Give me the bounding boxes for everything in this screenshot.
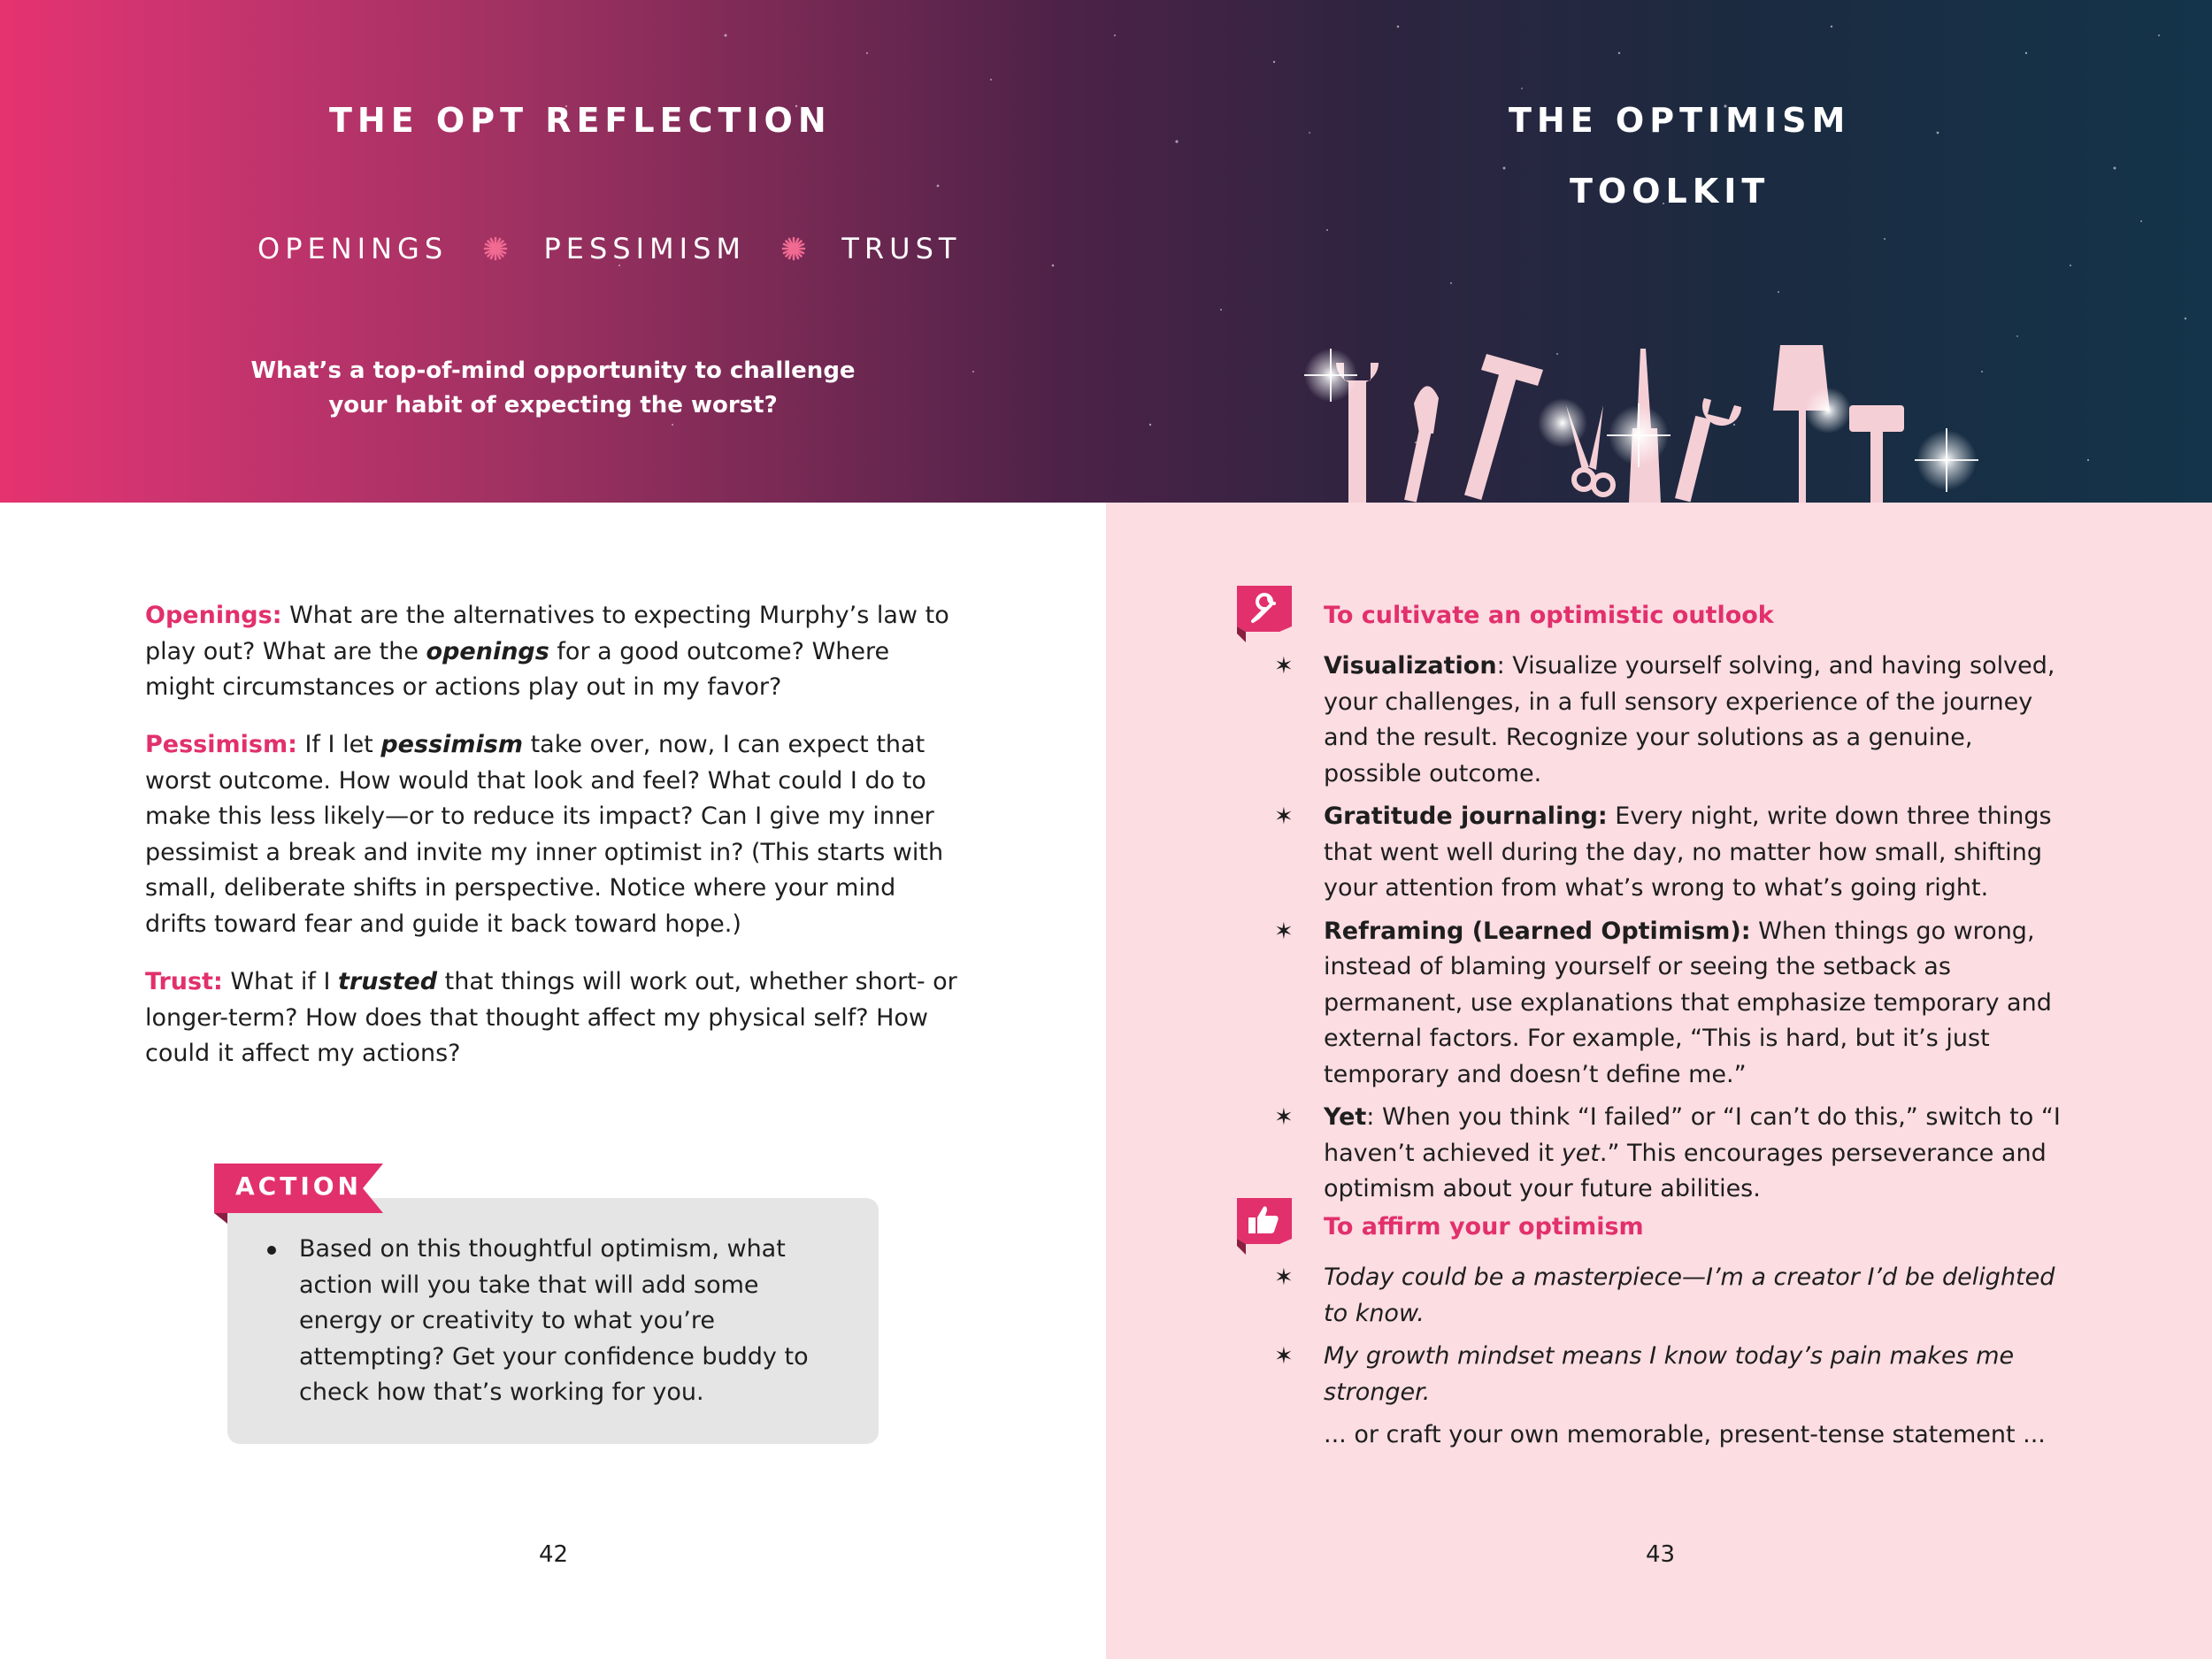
- star-bullet-icon: ✶: [1274, 1343, 1294, 1370]
- item-text: : Visualize yourself solving, and having solved, your challenges, in a full sensory experience of the journey and the result. Recognize your solutions as a genuine, possible outcome.: [1324, 652, 2055, 787]
- cultivate-list: [1274, 649, 2070, 1215]
- subtitle-openings: OPENINGS: [257, 232, 449, 265]
- openings-paragraph: [145, 598, 959, 706]
- cultivate-item-gratitude: [1274, 799, 2070, 907]
- tools-silhouette-icon: [1274, 319, 2000, 503]
- openings-emphasis: openings: [426, 637, 549, 665]
- header-band: [0, 0, 2212, 503]
- question-line-2: your habit of expecting the worst?: [328, 392, 778, 419]
- right-header-title-line1: THE OPTIMISM: [1509, 101, 1851, 140]
- item-term: Yet: [1324, 1103, 1367, 1131]
- pessimism-term: Pessimism:: [145, 731, 297, 758]
- item-text: Every night, write down three things that went well during the day, no matter how small, shifting your attention from what’s wrong to what’s going right.: [1324, 803, 2052, 902]
- action-label: ACTION: [235, 1171, 362, 1201]
- cultivate-item-reframing: [1274, 914, 2070, 1094]
- item-term: Visualization: [1324, 652, 1497, 680]
- thumbs-up-badge-icon: [1237, 1198, 1292, 1255]
- action-item: Based on this thoughtful optimism, what action will you take that will add some energy or creativity to what you’re attempting? Get your confidence buddy to check how that’s working for you.: [264, 1232, 848, 1411]
- pessimism-text-b: take over, now, I can expect that worst outcome. How would that look and feel? What could I do to make this less likely—or to reduce its impact? Can I give my inner pessimist a break and invite my inner optimist in? (This starts with small, deliberate shifts in perspective. Notice where your mind drifts toward fear and guide it back toward hope.): [145, 731, 944, 938]
- section-cultivate-title: To cultivate an optimistic outlook: [1324, 602, 1774, 629]
- action-list: [264, 1232, 848, 1411]
- opt-subtitle: [257, 230, 961, 265]
- item-text: When things go wrong, instead of blaming yourself or seeing the setback as permanent, use explanations that emphasize temporary and external factors. For example, “This is hard, but it’s just temporary and doesn’t define me.”: [1324, 917, 2052, 1088]
- subtitle-trust: TRUST: [841, 232, 962, 265]
- trust-term: Trust:: [145, 968, 223, 995]
- subtitle-pessimism: PESSIMISM: [543, 232, 747, 265]
- page-number-left: 42: [539, 1541, 569, 1568]
- star-bullet-icon: ✶: [1274, 1104, 1294, 1131]
- affirm-closing: [1274, 1417, 2070, 1454]
- star-bullet-icon: ✶: [1274, 803, 1294, 830]
- pessimism-text-a: If I let: [296, 731, 381, 758]
- trust-text-b: that things will work out, whether short- or longer-term? How does that thought affect my physical self? How could it affect my actions?: [145, 968, 957, 1067]
- cultivate-item-visualization: [1274, 649, 2070, 792]
- action-tab-fold: [214, 1213, 227, 1224]
- left-header-title: THE OPT REFLECTION: [329, 101, 832, 140]
- trust-emphasis: trusted: [338, 968, 438, 995]
- item-term: Reframing (Learned Optimism):: [1324, 917, 1751, 945]
- item-text: : When you think “I failed” or “I can’t do this,” switch to “I haven’t achieved it: [1324, 1103, 2061, 1167]
- section-affirm-title: To affirm your optimism: [1324, 1213, 1644, 1240]
- star-bullet-icon: ✶: [1274, 918, 1294, 945]
- right-header-title-line2: TOOLKIT: [1570, 172, 1770, 211]
- page-number-right: 43: [1646, 1541, 1676, 1568]
- cultivate-item-yet: [1274, 1100, 2070, 1208]
- affirm-list: [1274, 1260, 2070, 1461]
- question-line-1: What’s a top-of-mind opportunity to challenge: [250, 357, 856, 384]
- trust-text-a: What if I: [222, 968, 339, 995]
- affirm-item: [1274, 1339, 2070, 1410]
- burst-separator-icon: [781, 236, 806, 261]
- openings-text-b: for a good outcome? Where might circumstances or actions play out in my favor?: [145, 637, 890, 701]
- reflection-question: [221, 354, 885, 423]
- wrench-badge-icon: [1237, 586, 1292, 642]
- item-emphasis: yet: [1561, 1139, 1600, 1167]
- trust-paragraph: [145, 964, 959, 1072]
- item-term: Gratitude journaling:: [1324, 803, 1608, 830]
- affirm-text: Today could be a masterpiece—I’m a creator I’d be delighted to know.: [1324, 1263, 2055, 1327]
- openings-text-a: What are the alternatives to expecting Murphy’s law to play out? What are the: [145, 602, 949, 665]
- affirm-text: My growth mindset means I know today’s pain makes me stronger.: [1324, 1342, 2015, 1406]
- pessimism-paragraph: [145, 727, 959, 942]
- star-bullet-icon: ✶: [1274, 1264, 1294, 1291]
- burst-separator-icon: [483, 236, 508, 261]
- item-text: .” This encourages perseverance and optimism about your future abilities.: [1324, 1139, 2047, 1202]
- pessimism-emphasis: pessimism: [380, 731, 523, 758]
- affirm-item: [1274, 1260, 2070, 1332]
- openings-term: Openings:: [145, 602, 282, 629]
- star-bullet-icon: ✶: [1274, 653, 1294, 680]
- closing-text: ... or craft your own memorable, present-tense statement ...: [1324, 1421, 2046, 1448]
